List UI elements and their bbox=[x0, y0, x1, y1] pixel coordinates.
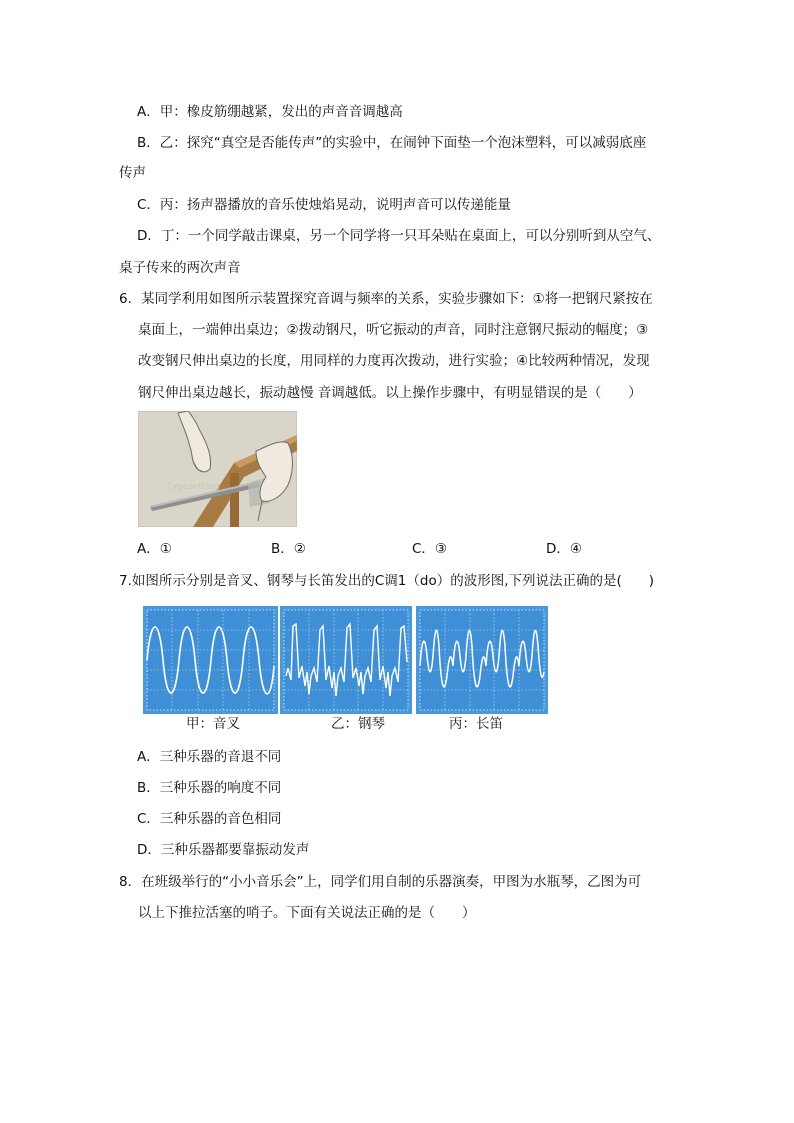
q5-option-a: A．甲：橡皮筋绷越紧，发出的声音音调越高 bbox=[137, 104, 403, 120]
tuning-fork-waveform bbox=[143, 606, 278, 714]
q8-stem-line1: 8．在班级举行的“小小音乐会”上，同学们用自制的乐器演奏，甲图为水瓶琴，乙图为可 bbox=[119, 874, 642, 890]
waveform-label-tuning-fork: 甲：音叉 bbox=[186, 716, 240, 732]
q5-option-b-line1: B．乙：探究“真空是否能传声”的实验中，在闹钟下面垫一个泡沫塑料，可以减弱底座 bbox=[137, 135, 647, 151]
flute-waveform bbox=[416, 606, 548, 714]
q7-option-b: B．三种乐器的响度不同 bbox=[137, 780, 282, 796]
q7-stem: 7.如图所示分别是音叉、钢琴与长笛发出的C调1（do）的波形图,下列说法正确的是( ) bbox=[119, 573, 655, 589]
waveform-label-flute: 丙：长笛 bbox=[449, 716, 503, 732]
q5-option-c: C．丙：扬声器播放的音乐使烛焰晃动，说明声音可以传递能量 bbox=[137, 197, 511, 213]
q8-stem-line2: 以上下推拉活塞的哨子。下面有关说法正确的是（ ） bbox=[138, 905, 476, 921]
q6-option-d: D．④ bbox=[546, 541, 582, 557]
q7-option-c: C．三种乐器的音色相同 bbox=[137, 811, 282, 827]
q6-stem-line1: 6．某同学利用如图所示装置探究音调与频率的关系，实验步骤如下：①将一把钢尺紧按在 bbox=[119, 291, 653, 307]
q6-option-b: B．② bbox=[271, 541, 306, 557]
q6-stem-line2: 桌面上，一端伸出桌边；②拨动钢尺，听它振动的声音，同时注意钢尺振动的幅度；③ bbox=[138, 322, 649, 338]
figure-watermark: Typesetting bbox=[166, 482, 220, 492]
q7-option-d: D．三种乐器都要靠振动发声 bbox=[137, 842, 310, 858]
q7-option-a: A．三种乐器的音退不同 bbox=[137, 749, 282, 765]
q6-stem-line3: 改变钢尺伸出桌边的长度，用同样的力度再次拨动，进行实验；④比较两种情况，发现 bbox=[138, 353, 650, 369]
q5-option-d-line1: D．丁：一个同学敲击课桌，另一个同学将一只耳朵贴在桌面上，可以分别听到从空气、 bbox=[137, 228, 661, 244]
q5-option-b-line2: 传声 bbox=[119, 165, 146, 181]
q6-option-a: A．① bbox=[137, 541, 172, 557]
ruler-experiment-figure bbox=[138, 411, 297, 527]
q6-option-c: C．③ bbox=[412, 541, 448, 557]
waveform-label-piano: 乙：钢琴 bbox=[331, 716, 385, 732]
q5-option-d-line2: 桌子传来的两次声音 bbox=[119, 260, 241, 276]
piano-waveform bbox=[280, 606, 412, 714]
q6-stem-line4: 钢尺伸出桌边越长，振动越慢 音调越低。以上操作步骤中，有明显错误的是（ ） bbox=[138, 385, 642, 401]
